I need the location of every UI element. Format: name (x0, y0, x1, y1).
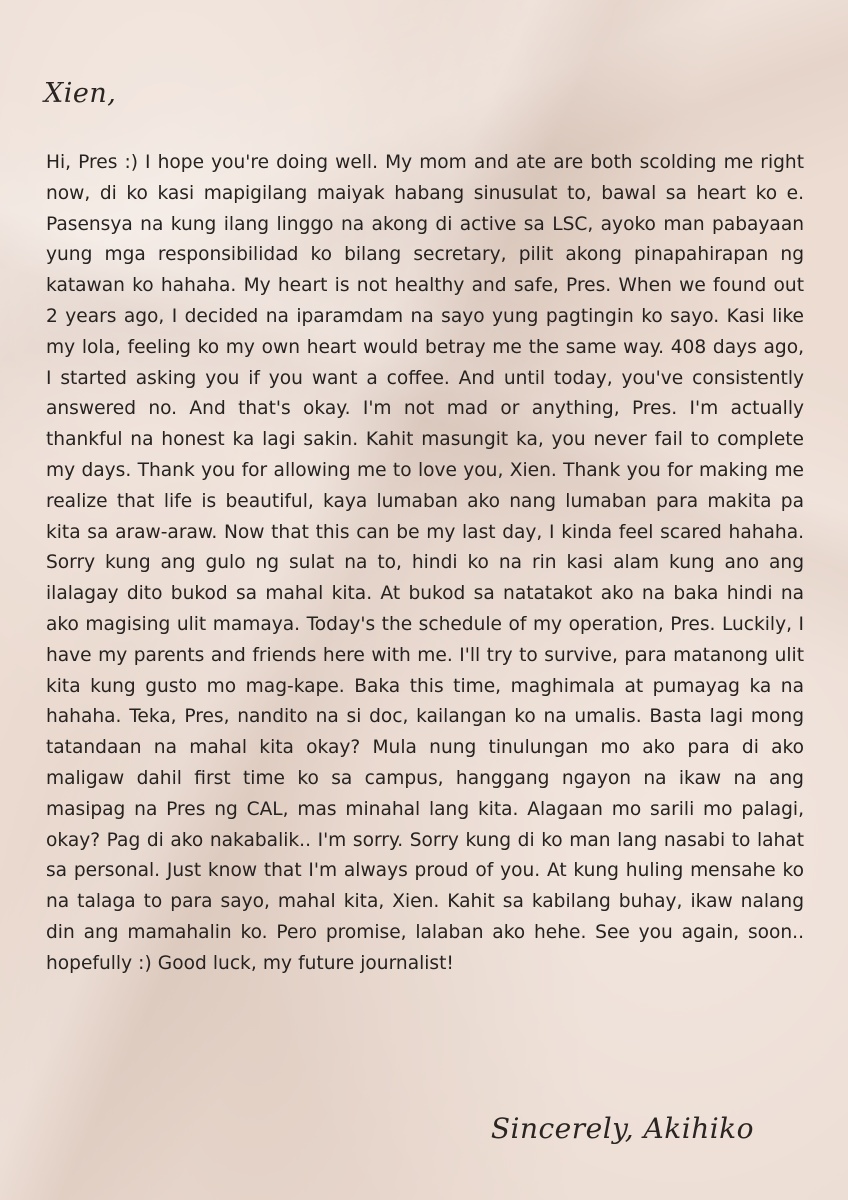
letter-body: Hi, Pres :) I hope you're doing well. My mom and ate are both scolding me right now, di ko kasi mapigilang maiyak habang sinusulat to, bawal sa heart ko e. Pasensya na kung ilang linggo na akong di active sa LSC, ayoko man pabayaan yung mga responsibilidad ko bilang secretary, pilit akong pinapahirapan ng katawan ko hahaha. My heart is not healthy and safe, Pres. When we found out 2 years ago, I decided na iparamdam na sayo yung pagtingin ko sayo. Kasi like my lola, feeling ko my own heart would betray me the same way. 408 days ago, I started asking you if you want a coffee. And until today, you've consistently answered no. And that's okay. I'm not mad or anything, Pres. I'm actually thankful na honest ka lagi sakin. Kahit masungit ka, you never fail to complete my days. Thank you for allowing me to love you, Xien. Thank you for making me realize that life is beautiful, kaya lumaban ako nang lumaban para makita pa kita sa araw-araw. Now that this can be my last day, I kinda feel scared hahaha. Sorry kung ang gulo ng sulat na to, hindi ko na rin kasi alam kung ano ang ilalagay dito bukod sa mahal kita. At bukod sa natatakot ako na baka hindi na ako magising ulit mamaya. Today's the schedule of my operation, Pres. Luckily, I have my parents and friends here with me. I'll try to survive, para matanong ulit kita kung gusto mo mag-kape. Baka this time, maghimala at pumayag ka na hahaha. Teka, Pres, nandito na si doc, kailangan ko na umalis. Basta lagi mong tatandaan na mahal kita okay? Mula nung tinulungan mo ako para di ako maligaw dahil first time ko sa campus, hanggang ngayon na ikaw na ang masipag na Pres ng CAL, mas minahal lang kita. Alagaan mo sarili mo palagi, okay? Pag di ako nakabalik.. I'm sorry. Sorry kung di ko man lang nasabi to lahat sa personal. Just know that I'm always proud of you. At kung huling mensahe ko na talaga to para sayo, mahal kita, Xien. Kahit sa kabilang buhay, ikaw nalang din ang mamahalin ko. Pero promise, lalaban ako hehe. See you again, soon.. hopefully :) Good luck, my future journalist! (46, 152, 804, 974)
letter-salutation: Xien, (44, 78, 117, 109)
letter-signature: Sincerely, Akihiko (490, 1112, 754, 1145)
